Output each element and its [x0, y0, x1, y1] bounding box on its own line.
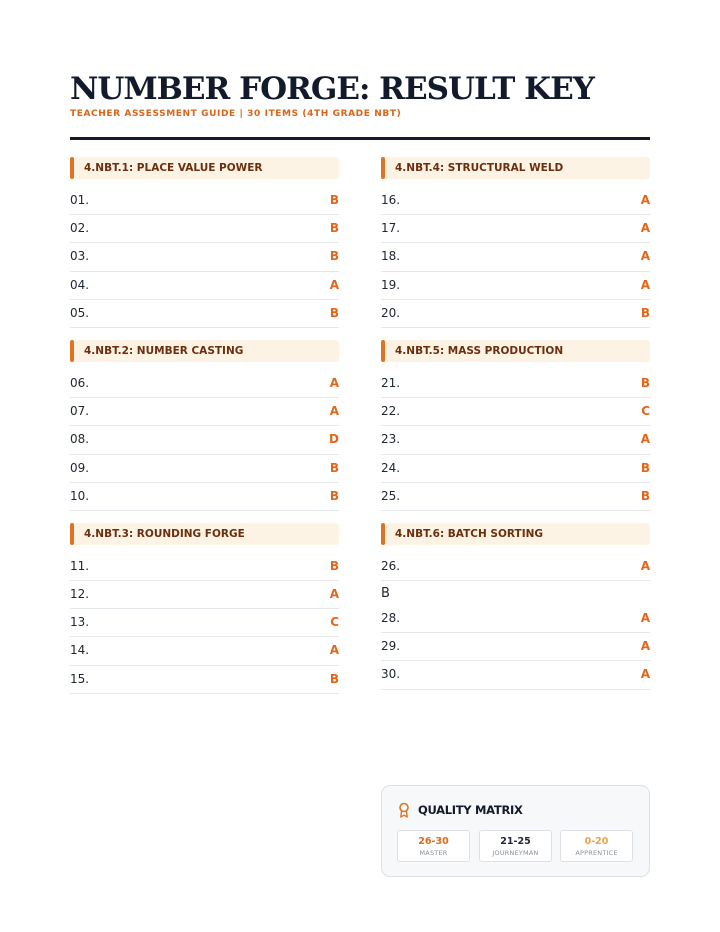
item-number: 06.: [70, 375, 90, 390]
answer-row: [70, 243, 339, 271]
item-answer: A: [640, 193, 650, 207]
item-number: 07.: [70, 404, 90, 419]
item-number: 29.: [381, 639, 401, 654]
item-number: 02.: [70, 221, 90, 236]
answer-row: [70, 370, 339, 398]
tier-journeyman: [479, 830, 552, 862]
tier-apprentice: [560, 830, 633, 862]
section-header: [381, 157, 650, 179]
item-answer: B: [329, 488, 339, 503]
item-number: 05.: [70, 305, 90, 320]
item-answer: A: [640, 249, 650, 264]
item-answer: A: [329, 375, 339, 390]
item-number: 19.: [381, 277, 401, 292]
item-number: 28.: [381, 611, 401, 626]
answer-row: [70, 426, 339, 454]
section-header: [70, 157, 339, 179]
item-number: 18.: [381, 249, 401, 264]
section-header: [70, 523, 339, 545]
section-accent-bar: [70, 340, 74, 362]
tier-master: [397, 830, 470, 862]
item-answer: B: [640, 488, 650, 503]
tier-range: 26-30: [418, 836, 449, 847]
item-number: 11.: [70, 558, 90, 573]
item-answer: B: [329, 558, 339, 573]
item-number: 01.: [70, 193, 90, 207]
item-answer: B: [329, 460, 339, 475]
header-divider: [70, 137, 650, 140]
tier-name: MASTER: [419, 849, 448, 857]
answer-row: [381, 215, 650, 243]
item-answer: A: [640, 558, 650, 573]
answer-row: [381, 483, 650, 511]
answer-row-unformatted: [381, 581, 650, 605]
item-answer: B: [329, 221, 339, 236]
section-nbt4: [381, 157, 650, 328]
item-answer: A: [640, 221, 650, 236]
answer-row: [70, 637, 339, 665]
item-number: 13.: [70, 615, 90, 630]
answer-row: [381, 426, 650, 454]
item-number: 04.: [70, 277, 90, 292]
answer-row: [381, 455, 650, 483]
item-number: 08.: [70, 432, 90, 447]
answer-row: [70, 553, 339, 581]
answer-row: [381, 553, 650, 581]
tier-name: APPRENTICE: [575, 849, 618, 857]
item-number: 17.: [381, 221, 401, 236]
page-subtitle: TEACHER ASSESSMENT GUIDE | 30 ITEMS (4TH GRADE NBT): [70, 109, 402, 119]
answer-row: [70, 609, 339, 637]
item-number: 14.: [70, 643, 90, 658]
answer-row: [381, 398, 650, 426]
item-answer: A: [329, 404, 339, 419]
section-accent-bar: [70, 157, 74, 179]
answer-row: [70, 398, 339, 426]
section-title: 4.NBT.5: MASS PRODUCTION: [395, 344, 564, 357]
answer-row: [70, 455, 339, 483]
item-number: 16.: [381, 193, 401, 207]
section-title: 4.NBT.6: BATCH SORTING: [395, 527, 544, 540]
section-title: 4.NBT.2: NUMBER CASTING: [84, 344, 244, 357]
section-accent-bar: [381, 340, 385, 362]
item-answer: A: [640, 432, 650, 447]
answer-key-page: [70, 70, 650, 857]
section-accent-bar: [381, 157, 385, 179]
page-title: NUMBER FORGE: RESULT KEY: [70, 71, 594, 107]
answer-row: [70, 300, 339, 328]
section-nbt3: [70, 523, 339, 694]
item-answer: B: [329, 193, 339, 207]
item-answer: D: [329, 432, 339, 447]
item-answer: B: [329, 249, 339, 264]
item-answer: B: [329, 671, 339, 686]
item-answer: A: [329, 587, 339, 602]
item-number: 15.: [70, 671, 90, 686]
item-answer: A: [329, 277, 339, 292]
left-column: [70, 157, 339, 706]
tier-name: JOURNEYMAN: [492, 849, 539, 857]
item-answer: C: [330, 615, 339, 630]
section-nbt2: [70, 340, 339, 511]
section-header: [381, 340, 650, 362]
answer-row: [381, 661, 650, 689]
item-answer: B: [329, 305, 339, 320]
answer-row: [381, 272, 650, 300]
right-column: [381, 157, 650, 702]
item-number: 20.: [381, 305, 401, 320]
answer-row: [381, 300, 650, 328]
item-answer: A: [640, 277, 650, 292]
item-answer: A: [329, 643, 339, 658]
item-number: 10.: [70, 488, 90, 503]
quality-matrix-title: QUALITY MATRIX: [418, 803, 523, 817]
item-answer: C: [641, 404, 650, 419]
answer-row: [70, 272, 339, 300]
item-answer: B: [640, 460, 650, 475]
section-header: [70, 340, 339, 362]
item-number: 23.: [381, 432, 401, 447]
answer-row: [70, 215, 339, 243]
item-number: 26.: [381, 558, 401, 573]
item-answer: A: [640, 639, 650, 654]
item-number: 21.: [381, 375, 401, 390]
answer-row: [381, 187, 650, 215]
answer-row: [70, 581, 339, 609]
tier-range: 0-20: [584, 836, 609, 847]
quality-matrix-card: [381, 785, 650, 877]
answer-row: [70, 187, 339, 215]
item-number: 09.: [70, 460, 90, 475]
award-ribbon-icon: [398, 802, 410, 818]
item-answer: B: [640, 375, 650, 390]
section-title: 4.NBT.4: STRUCTURAL WELD: [395, 162, 564, 174]
tier-range: 21-25: [500, 836, 531, 847]
item-text: B: [381, 586, 390, 602]
section-accent-bar: [70, 523, 74, 545]
item-answer: A: [640, 667, 650, 682]
answer-row: [381, 605, 650, 633]
item-answer: B: [640, 305, 650, 320]
section-nbt6: [381, 523, 650, 690]
item-number: 30.: [381, 667, 401, 682]
item-number: 22.: [381, 404, 401, 419]
section-nbt1: [70, 157, 339, 328]
section-title: 4.NBT.1: PLACE VALUE POWER: [84, 162, 263, 174]
item-number: 25.: [381, 488, 401, 503]
answer-row: [381, 370, 650, 398]
section-header: [381, 523, 650, 545]
answer-row: [381, 243, 650, 271]
section-title: 4.NBT.3: ROUNDING FORGE: [84, 527, 245, 540]
answer-row: [70, 666, 339, 694]
section-nbt5: [381, 340, 650, 511]
answer-row: [381, 633, 650, 661]
section-accent-bar: [381, 523, 385, 545]
answer-row: [70, 483, 339, 511]
item-number: 24.: [381, 460, 401, 475]
item-number: 12.: [70, 587, 90, 602]
item-number: 03.: [70, 249, 90, 264]
item-answer: A: [640, 611, 650, 626]
